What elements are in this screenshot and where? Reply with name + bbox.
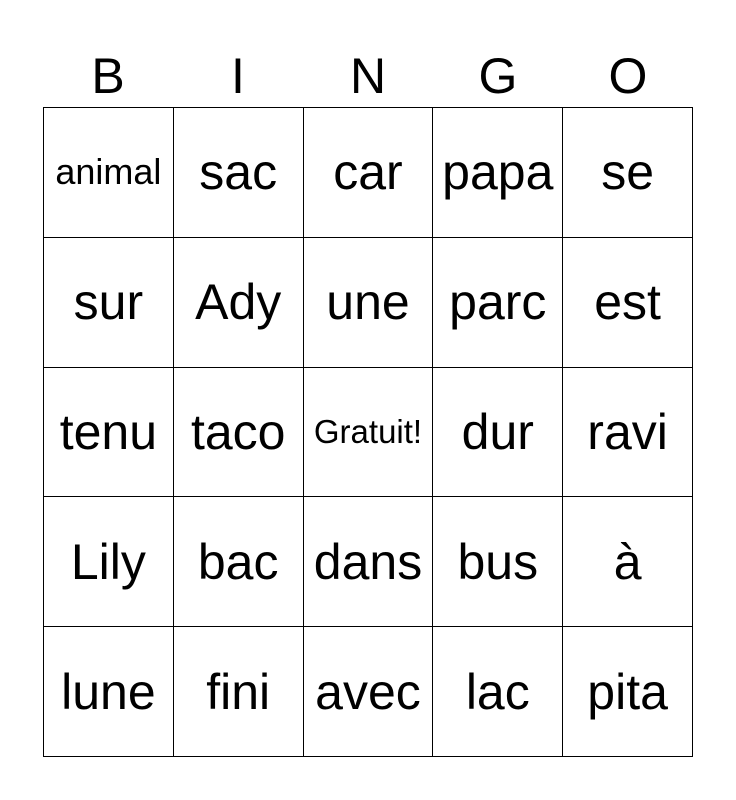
bingo-cell-r1c3[interactable]: car <box>304 108 434 238</box>
bingo-cell-r2c5[interactable]: est <box>563 238 693 368</box>
bingo-cell-r5c3[interactable]: avec <box>304 627 434 757</box>
bingo-cell-r4c1[interactable]: Lily <box>44 497 174 627</box>
bingo-cell-r5c1[interactable]: lune <box>44 627 174 757</box>
header-letter-b: B <box>91 48 125 104</box>
bingo-board <box>43 107 693 757</box>
header-letter-n: N <box>349 48 387 104</box>
bingo-cell-r2c1[interactable]: sur <box>44 238 174 368</box>
bingo-cell-r2c3[interactable]: une <box>304 238 434 368</box>
bingo-cell-r3c4[interactable]: dur <box>433 368 563 498</box>
bingo-cell-r2c4[interactable]: parc <box>433 238 563 368</box>
bingo-cell-r4c4[interactable]: bus <box>433 497 563 627</box>
bingo-cell-r1c1[interactable]: animal <box>44 108 174 238</box>
bingo-cell-r1c5[interactable]: se <box>563 108 693 238</box>
bingo-cell-free-space[interactable]: Gratuit! <box>304 368 434 498</box>
bingo-cell-r4c5[interactable]: à <box>563 497 693 627</box>
header-letter-g: G <box>478 48 518 104</box>
bingo-cell-r4c3[interactable]: dans <box>304 497 434 627</box>
bingo-cell-r3c5[interactable]: ravi <box>563 368 693 498</box>
bingo-header <box>43 44 693 108</box>
bingo-cell-r1c4[interactable]: papa <box>433 108 563 238</box>
header-letter-o: O <box>608 48 648 104</box>
bingo-cell-r5c4[interactable]: lac <box>433 627 563 757</box>
bingo-cell-r5c2[interactable]: fini <box>174 627 304 757</box>
bingo-cell-r2c2[interactable]: Ady <box>174 238 304 368</box>
bingo-cell-r3c2[interactable]: taco <box>174 368 304 498</box>
bingo-cell-r5c5[interactable]: pita <box>563 627 693 757</box>
header-letter-i: I <box>231 48 245 104</box>
bingo-cell-r4c2[interactable]: bac <box>174 497 304 627</box>
bingo-cell-r3c1[interactable]: tenu <box>44 368 174 498</box>
bingo-cell-r1c2[interactable]: sac <box>174 108 304 238</box>
